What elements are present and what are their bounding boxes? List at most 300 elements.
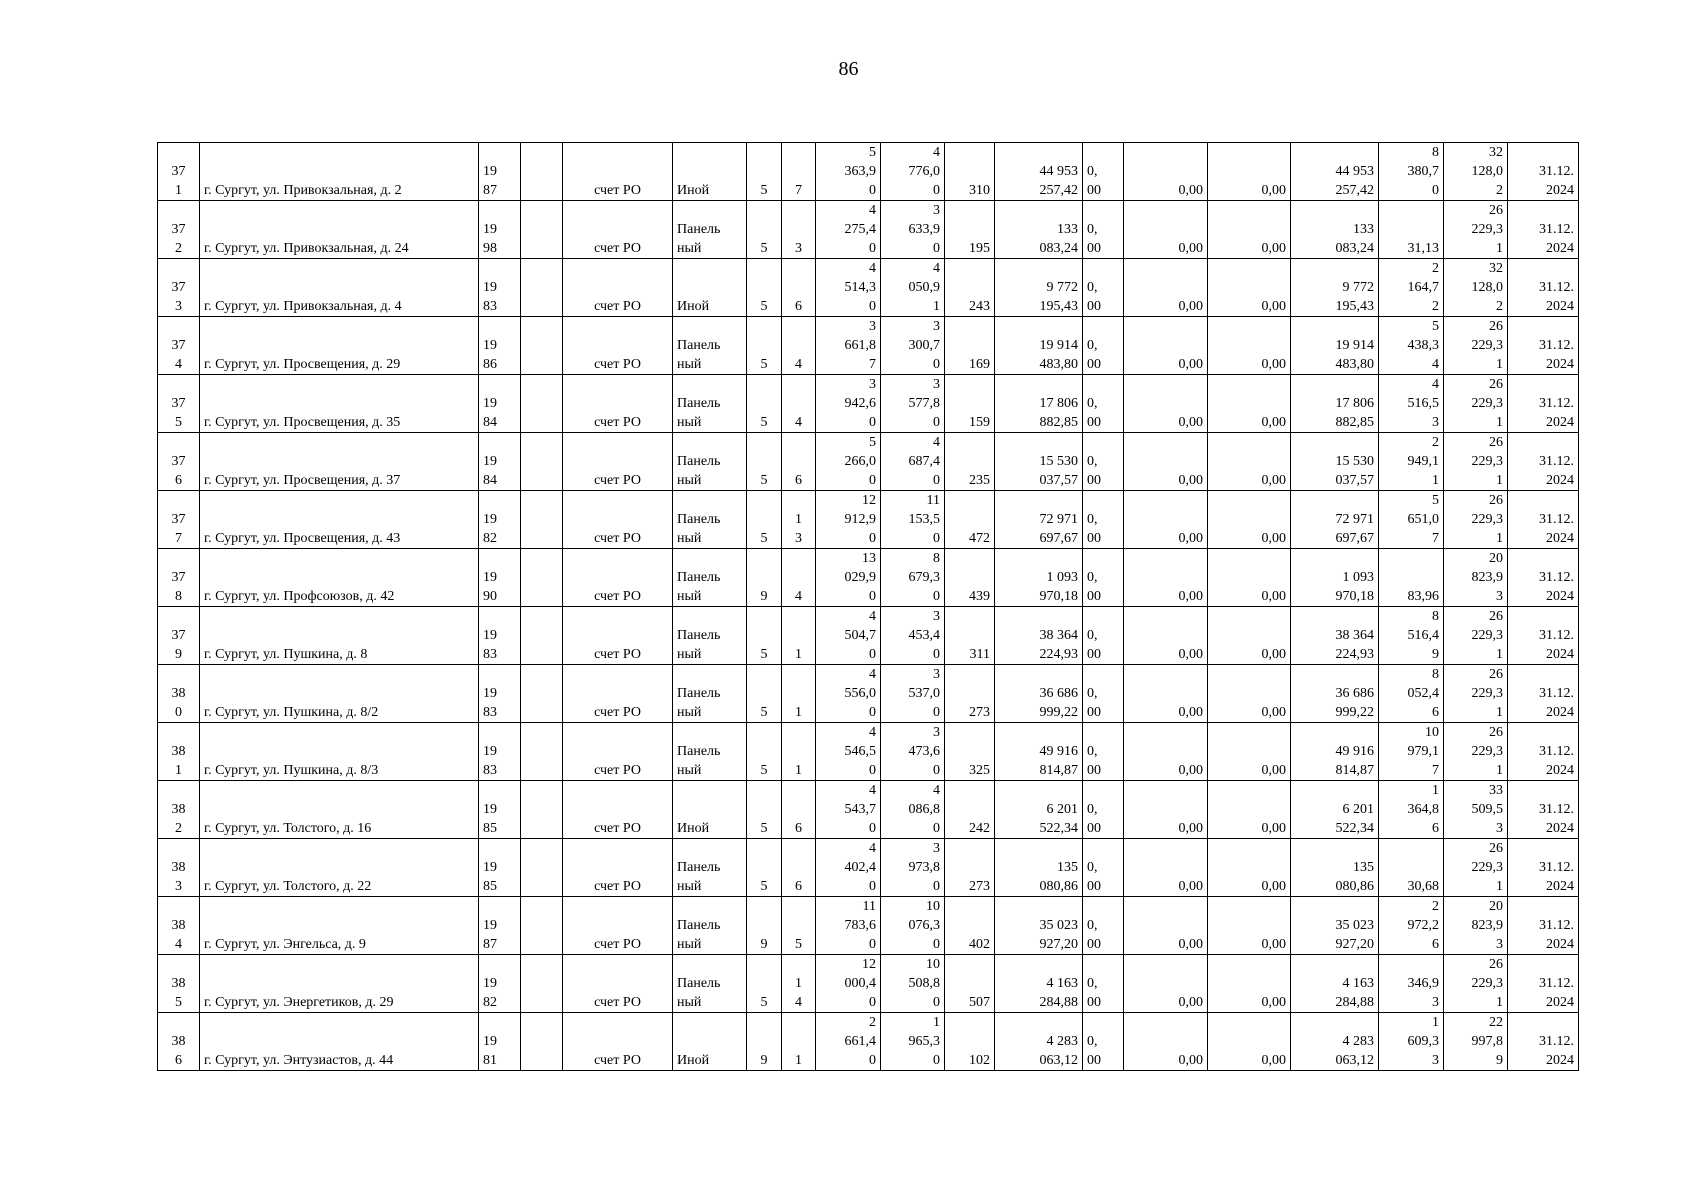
table-row: [158, 781, 1579, 839]
local-funds-cell: 0,00: [1208, 259, 1291, 317]
total-cost-cell: 17 806 882,85: [995, 375, 1083, 433]
owners-funds-cell: 19 914 483,80: [1291, 317, 1379, 375]
fund-method-cell: счет РО: [563, 955, 673, 1013]
local-funds-cell: 0,00: [1208, 665, 1291, 723]
federal-funds-cell: 0, 00: [1083, 317, 1124, 375]
table-row: [158, 723, 1579, 781]
max-unit-cost-cell: 26 229,3 1: [1444, 665, 1508, 723]
local-funds-cell: 0,00: [1208, 433, 1291, 491]
table-row: [158, 665, 1579, 723]
regional-funds-cell: 0,00: [1124, 1013, 1208, 1071]
floors-cell: 5: [747, 259, 782, 317]
unit-cost-cell: 2 972,2 6: [1379, 897, 1444, 955]
commission-year-cell: 19 87: [479, 897, 521, 955]
row-number-cell: 37 6: [158, 433, 200, 491]
fund-method-cell: счет РО: [563, 781, 673, 839]
wall-material-cell: Панель ный: [673, 897, 747, 955]
fund-method-cell: счет РО: [563, 723, 673, 781]
floors-cell: 5: [747, 665, 782, 723]
residents-cell: 310: [945, 143, 995, 201]
total-cost-cell: 38 364 224,93: [995, 607, 1083, 665]
row-number-cell: 38 4: [158, 897, 200, 955]
max-unit-cost-cell: 20 823,9 3: [1444, 897, 1508, 955]
entrances-cell: 1: [782, 723, 816, 781]
deadline-cell: 31.12. 2024: [1508, 839, 1579, 897]
deadline-cell: 31.12. 2024: [1508, 201, 1579, 259]
living-area-cell: 3 577,8 0: [881, 375, 945, 433]
commission-year-cell: 19 83: [479, 607, 521, 665]
total-cost-cell: 1 093 970,18: [995, 549, 1083, 607]
floors-cell: 5: [747, 781, 782, 839]
residents-cell: 439: [945, 549, 995, 607]
floors-cell: 9: [747, 897, 782, 955]
total-cost-cell: 133 083,24: [995, 201, 1083, 259]
total-area-cell: 4 514,3 0: [816, 259, 881, 317]
fund-method-cell: счет РО: [563, 375, 673, 433]
entrances-cell: 6: [782, 433, 816, 491]
total-area-cell: 2 661,4 0: [816, 1013, 881, 1071]
deadline-cell: 31.12. 2024: [1508, 1013, 1579, 1071]
empty-cell: [521, 897, 563, 955]
empty-cell: [521, 201, 563, 259]
fund-method-cell: счет РО: [563, 317, 673, 375]
living-area-cell: 10 508,8 0: [881, 955, 945, 1013]
table-row: [158, 317, 1579, 375]
table-row: [158, 259, 1579, 317]
local-funds-cell: 0,00: [1208, 201, 1291, 259]
federal-funds-cell: 0, 00: [1083, 723, 1124, 781]
address-cell: г. Сургут, ул. Привокзальная, д. 2: [200, 143, 479, 201]
local-funds-cell: 0,00: [1208, 317, 1291, 375]
row-number-cell: 37 4: [158, 317, 200, 375]
total-area-cell: 5 363,9 0: [816, 143, 881, 201]
fund-method-cell: счет РО: [563, 201, 673, 259]
residents-cell: 235: [945, 433, 995, 491]
owners-funds-cell: 4 283 063,12: [1291, 1013, 1379, 1071]
empty-cell: [521, 955, 563, 1013]
living-area-cell: 3 473,6 0: [881, 723, 945, 781]
federal-funds-cell: 0, 00: [1083, 491, 1124, 549]
deadline-cell: 31.12. 2024: [1508, 317, 1579, 375]
living-area-cell: 4 687,4 0: [881, 433, 945, 491]
table-row: [158, 897, 1579, 955]
empty-cell: [521, 433, 563, 491]
address-cell: г. Сургут, ул. Привокзальная, д. 24: [200, 201, 479, 259]
unit-cost-cell: 1 609,3 3: [1379, 1013, 1444, 1071]
total-area-cell: 4 556,0 0: [816, 665, 881, 723]
owners-funds-cell: 17 806 882,85: [1291, 375, 1379, 433]
living-area-cell: 4 776,0 0: [881, 143, 945, 201]
empty-cell: [521, 259, 563, 317]
entrances-cell: 4: [782, 317, 816, 375]
deadline-cell: 31.12. 2024: [1508, 143, 1579, 201]
deadline-cell: 31.12. 2024: [1508, 607, 1579, 665]
federal-funds-cell: 0, 00: [1083, 665, 1124, 723]
entrances-cell: 6: [782, 839, 816, 897]
table-row: [158, 839, 1579, 897]
unit-cost-cell: 2 949,1 1: [1379, 433, 1444, 491]
address-cell: г. Сургут, ул. Профсоюзов, д. 42: [200, 549, 479, 607]
empty-cell: [521, 491, 563, 549]
federal-funds-cell: 0, 00: [1083, 201, 1124, 259]
local-funds-cell: 0,00: [1208, 1013, 1291, 1071]
wall-material-cell: Панель ный: [673, 549, 747, 607]
owners-funds-cell: 135 080,86: [1291, 839, 1379, 897]
total-cost-cell: 4 163 284,88: [995, 955, 1083, 1013]
commission-year-cell: 19 84: [479, 433, 521, 491]
deadline-cell: 31.12. 2024: [1508, 433, 1579, 491]
empty-cell: [521, 317, 563, 375]
total-cost-cell: 35 023 927,20: [995, 897, 1083, 955]
fund-method-cell: счет РО: [563, 665, 673, 723]
unit-cost-cell: 5 438,3 4: [1379, 317, 1444, 375]
commission-year-cell: 19 84: [479, 375, 521, 433]
address-cell: г. Сургут, ул. Просвещения, д. 43: [200, 491, 479, 549]
capital-repair-table: [157, 142, 1579, 1071]
table-row: [158, 955, 1579, 1013]
table-row: [158, 201, 1579, 259]
federal-funds-cell: 0, 00: [1083, 259, 1124, 317]
commission-year-cell: 19 81: [479, 1013, 521, 1071]
empty-cell: [521, 549, 563, 607]
max-unit-cost-cell: 26 229,3 1: [1444, 317, 1508, 375]
table-row: [158, 143, 1579, 201]
entrances-cell: 4: [782, 549, 816, 607]
deadline-cell: 31.12. 2024: [1508, 549, 1579, 607]
row-number-cell: 38 1: [158, 723, 200, 781]
wall-material-cell: Панель ный: [673, 607, 747, 665]
owners-funds-cell: 9 772 195,43: [1291, 259, 1379, 317]
fund-method-cell: счет РО: [563, 433, 673, 491]
address-cell: г. Сургут, ул. Энгельса, д. 9: [200, 897, 479, 955]
max-unit-cost-cell: 26 229,3 1: [1444, 839, 1508, 897]
deadline-cell: 31.12. 2024: [1508, 491, 1579, 549]
regional-funds-cell: 0,00: [1124, 375, 1208, 433]
address-cell: г. Сургут, ул. Энтузиастов, д. 44: [200, 1013, 479, 1071]
unit-cost-cell: 2 164,7 2: [1379, 259, 1444, 317]
fund-method-cell: счет РО: [563, 259, 673, 317]
max-unit-cost-cell: 26 229,3 1: [1444, 607, 1508, 665]
regional-funds-cell: 0,00: [1124, 723, 1208, 781]
local-funds-cell: 0,00: [1208, 897, 1291, 955]
owners-funds-cell: 35 023 927,20: [1291, 897, 1379, 955]
floors-cell: 9: [747, 1013, 782, 1071]
local-funds-cell: 0,00: [1208, 143, 1291, 201]
row-number-cell: 38 6: [158, 1013, 200, 1071]
commission-year-cell: 19 83: [479, 723, 521, 781]
local-funds-cell: 0,00: [1208, 955, 1291, 1013]
commission-year-cell: 19 86: [479, 317, 521, 375]
residents-cell: 273: [945, 839, 995, 897]
federal-funds-cell: 0, 00: [1083, 781, 1124, 839]
regional-funds-cell: 0,00: [1124, 665, 1208, 723]
living-area-cell: 4 086,8 0: [881, 781, 945, 839]
row-number-cell: 37 8: [158, 549, 200, 607]
table-row: [158, 607, 1579, 665]
entrances-cell: 1: [782, 607, 816, 665]
floors-cell: 5: [747, 607, 782, 665]
living-area-cell: 11 153,5 0: [881, 491, 945, 549]
residents-cell: 507: [945, 955, 995, 1013]
unit-cost-cell: 346,9 3: [1379, 955, 1444, 1013]
wall-material-cell: Панель ный: [673, 375, 747, 433]
local-funds-cell: 0,00: [1208, 375, 1291, 433]
deadline-cell: 31.12. 2024: [1508, 665, 1579, 723]
total-cost-cell: 9 772 195,43: [995, 259, 1083, 317]
regional-funds-cell: 0,00: [1124, 955, 1208, 1013]
max-unit-cost-cell: 20 823,9 3: [1444, 549, 1508, 607]
regional-funds-cell: 0,00: [1124, 433, 1208, 491]
total-area-cell: 13 029,9 0: [816, 549, 881, 607]
total-area-cell: 3 661,8 7: [816, 317, 881, 375]
fund-method-cell: счет РО: [563, 897, 673, 955]
entrances-cell: 6: [782, 259, 816, 317]
regional-funds-cell: 0,00: [1124, 259, 1208, 317]
entrances-cell: 3: [782, 201, 816, 259]
federal-funds-cell: 0, 00: [1083, 549, 1124, 607]
address-cell: г. Сургут, ул. Просвещения, д. 37: [200, 433, 479, 491]
empty-cell: [521, 723, 563, 781]
local-funds-cell: 0,00: [1208, 607, 1291, 665]
address-cell: г. Сургут, ул. Толстого, д. 22: [200, 839, 479, 897]
table-row: [158, 375, 1579, 433]
address-cell: г. Сургут, ул. Просвещения, д. 29: [200, 317, 479, 375]
deadline-cell: 31.12. 2024: [1508, 955, 1579, 1013]
regional-funds-cell: 0,00: [1124, 491, 1208, 549]
local-funds-cell: 0,00: [1208, 549, 1291, 607]
total-cost-cell: 15 530 037,57: [995, 433, 1083, 491]
unit-cost-cell: 4 516,5 3: [1379, 375, 1444, 433]
deadline-cell: 31.12. 2024: [1508, 259, 1579, 317]
total-cost-cell: 72 971 697,67: [995, 491, 1083, 549]
owners-funds-cell: 38 364 224,93: [1291, 607, 1379, 665]
max-unit-cost-cell: 26 229,3 1: [1444, 201, 1508, 259]
residents-cell: 195: [945, 201, 995, 259]
entrances-cell: 1: [782, 665, 816, 723]
regional-funds-cell: 0,00: [1124, 143, 1208, 201]
federal-funds-cell: 0, 00: [1083, 143, 1124, 201]
regional-funds-cell: 0,00: [1124, 201, 1208, 259]
row-number-cell: 37 7: [158, 491, 200, 549]
unit-cost-cell: 8 516,4 9: [1379, 607, 1444, 665]
max-unit-cost-cell: 32 128,0 2: [1444, 259, 1508, 317]
wall-material-cell: Панель ный: [673, 433, 747, 491]
max-unit-cost-cell: 26 229,3 1: [1444, 955, 1508, 1013]
address-cell: г. Сургут, ул. Толстого, д. 16: [200, 781, 479, 839]
residents-cell: 311: [945, 607, 995, 665]
local-funds-cell: 0,00: [1208, 491, 1291, 549]
table-body: [158, 143, 1579, 1071]
unit-cost-cell: 31,13: [1379, 201, 1444, 259]
wall-material-cell: Иной: [673, 259, 747, 317]
living-area-cell: 10 076,3 0: [881, 897, 945, 955]
regional-funds-cell: 0,00: [1124, 549, 1208, 607]
total-area-cell: 4 504,7 0: [816, 607, 881, 665]
entrances-cell: 1 4: [782, 955, 816, 1013]
floors-cell: 5: [747, 201, 782, 259]
residents-cell: 242: [945, 781, 995, 839]
federal-funds-cell: 0, 00: [1083, 839, 1124, 897]
fund-method-cell: счет РО: [563, 607, 673, 665]
row-number-cell: 37 5: [158, 375, 200, 433]
unit-cost-cell: 10 979,1 7: [1379, 723, 1444, 781]
table-row: [158, 549, 1579, 607]
floors-cell: 5: [747, 491, 782, 549]
entrances-cell: 5: [782, 897, 816, 955]
owners-funds-cell: 49 916 814,87: [1291, 723, 1379, 781]
owners-funds-cell: 4 163 284,88: [1291, 955, 1379, 1013]
owners-funds-cell: 36 686 999,22: [1291, 665, 1379, 723]
total-cost-cell: 19 914 483,80: [995, 317, 1083, 375]
local-funds-cell: 0,00: [1208, 723, 1291, 781]
total-area-cell: 12 912,9 0: [816, 491, 881, 549]
federal-funds-cell: 0, 00: [1083, 1013, 1124, 1071]
unit-cost-cell: 8 052,4 6: [1379, 665, 1444, 723]
unit-cost-cell: 30,68: [1379, 839, 1444, 897]
owners-funds-cell: 15 530 037,57: [1291, 433, 1379, 491]
fund-method-cell: счет РО: [563, 839, 673, 897]
total-area-cell: 4 402,4 0: [816, 839, 881, 897]
wall-material-cell: Панель ный: [673, 839, 747, 897]
regional-funds-cell: 0,00: [1124, 897, 1208, 955]
entrances-cell: 1: [782, 1013, 816, 1071]
floors-cell: 5: [747, 375, 782, 433]
wall-material-cell: Иной: [673, 781, 747, 839]
max-unit-cost-cell: 33 509,5 3: [1444, 781, 1508, 839]
total-cost-cell: 6 201 522,34: [995, 781, 1083, 839]
federal-funds-cell: 0, 00: [1083, 433, 1124, 491]
living-area-cell: 4 050,9 1: [881, 259, 945, 317]
wall-material-cell: Панель ный: [673, 317, 747, 375]
total-cost-cell: 4 283 063,12: [995, 1013, 1083, 1071]
total-area-cell: 4 546,5 0: [816, 723, 881, 781]
residents-cell: 472: [945, 491, 995, 549]
residents-cell: 402: [945, 897, 995, 955]
total-area-cell: 4 543,7 0: [816, 781, 881, 839]
owners-funds-cell: 133 083,24: [1291, 201, 1379, 259]
max-unit-cost-cell: 26 229,3 1: [1444, 433, 1508, 491]
empty-cell: [521, 607, 563, 665]
entrances-cell: 7: [782, 143, 816, 201]
total-area-cell: 11 783,6 0: [816, 897, 881, 955]
residents-cell: 169: [945, 317, 995, 375]
residents-cell: 325: [945, 723, 995, 781]
commission-year-cell: 19 85: [479, 839, 521, 897]
owners-funds-cell: 1 093 970,18: [1291, 549, 1379, 607]
commission-year-cell: 19 87: [479, 143, 521, 201]
commission-year-cell: 19 82: [479, 491, 521, 549]
table-row: [158, 1013, 1579, 1071]
floors-cell: 9: [747, 549, 782, 607]
total-cost-cell: 36 686 999,22: [995, 665, 1083, 723]
living-area-cell: 3 453,4 0: [881, 607, 945, 665]
row-number-cell: 38 3: [158, 839, 200, 897]
entrances-cell: 6: [782, 781, 816, 839]
federal-funds-cell: 0, 00: [1083, 607, 1124, 665]
fund-method-cell: счет РО: [563, 549, 673, 607]
address-cell: г. Сургут, ул. Пушкина, д. 8/3: [200, 723, 479, 781]
federal-funds-cell: 0, 00: [1083, 897, 1124, 955]
unit-cost-cell: 83,96: [1379, 549, 1444, 607]
regional-funds-cell: 0,00: [1124, 317, 1208, 375]
total-cost-cell: 44 953 257,42: [995, 143, 1083, 201]
row-number-cell: 37 3: [158, 259, 200, 317]
living-area-cell: 3 973,8 0: [881, 839, 945, 897]
floors-cell: 5: [747, 955, 782, 1013]
address-cell: г. Сургут, ул. Пушкина, д. 8: [200, 607, 479, 665]
entrances-cell: 4: [782, 375, 816, 433]
address-cell: г. Сургут, ул. Энергетиков, д. 29: [200, 955, 479, 1013]
wall-material-cell: Панель ный: [673, 955, 747, 1013]
total-area-cell: 4 275,4 0: [816, 201, 881, 259]
total-area-cell: 3 942,6 0: [816, 375, 881, 433]
table-row: [158, 491, 1579, 549]
row-number-cell: 37 9: [158, 607, 200, 665]
unit-cost-cell: 8 380,7 0: [1379, 143, 1444, 201]
empty-cell: [521, 1013, 563, 1071]
regional-funds-cell: 0,00: [1124, 781, 1208, 839]
owners-funds-cell: 6 201 522,34: [1291, 781, 1379, 839]
regional-funds-cell: 0,00: [1124, 607, 1208, 665]
residents-cell: 159: [945, 375, 995, 433]
wall-material-cell: Панель ный: [673, 491, 747, 549]
deadline-cell: 31.12. 2024: [1508, 375, 1579, 433]
fund-method-cell: счет РО: [563, 491, 673, 549]
deadline-cell: 31.12. 2024: [1508, 897, 1579, 955]
commission-year-cell: 19 90: [479, 549, 521, 607]
empty-cell: [521, 665, 563, 723]
deadline-cell: 31.12. 2024: [1508, 723, 1579, 781]
federal-funds-cell: 0, 00: [1083, 375, 1124, 433]
wall-material-cell: Панель ный: [673, 665, 747, 723]
address-cell: г. Сургут, ул. Пушкина, д. 8/2: [200, 665, 479, 723]
regional-funds-cell: 0,00: [1124, 839, 1208, 897]
residents-cell: 102: [945, 1013, 995, 1071]
page-number: 86: [838, 58, 859, 80]
living-area-cell: 3 537,0 0: [881, 665, 945, 723]
max-unit-cost-cell: 22 997,8 9: [1444, 1013, 1508, 1071]
living-area-cell: 3 300,7 0: [881, 317, 945, 375]
wall-material-cell: Иной: [673, 1013, 747, 1071]
row-number-cell: 38 2: [158, 781, 200, 839]
commission-year-cell: 19 83: [479, 259, 521, 317]
row-number-cell: 38 5: [158, 955, 200, 1013]
commission-year-cell: 19 98: [479, 201, 521, 259]
row-number-cell: 37 1: [158, 143, 200, 201]
federal-funds-cell: 0, 00: [1083, 955, 1124, 1013]
floors-cell: 5: [747, 433, 782, 491]
commission-year-cell: 19 82: [479, 955, 521, 1013]
table-row: [158, 433, 1579, 491]
entrances-cell: 1 3: [782, 491, 816, 549]
row-number-cell: 38 0: [158, 665, 200, 723]
living-area-cell: 3 633,9 0: [881, 201, 945, 259]
deadline-cell: 31.12. 2024: [1508, 781, 1579, 839]
capital-repair-table-wrapper: [157, 142, 1574, 1071]
residents-cell: 243: [945, 259, 995, 317]
unit-cost-cell: 1 364,8 6: [1379, 781, 1444, 839]
max-unit-cost-cell: 26 229,3 1: [1444, 723, 1508, 781]
floors-cell: 5: [747, 317, 782, 375]
fund-method-cell: счет РО: [563, 1013, 673, 1071]
empty-cell: [521, 143, 563, 201]
commission-year-cell: 19 85: [479, 781, 521, 839]
floors-cell: 5: [747, 723, 782, 781]
owners-funds-cell: 72 971 697,67: [1291, 491, 1379, 549]
living-area-cell: 8 679,3 0: [881, 549, 945, 607]
max-unit-cost-cell: 26 229,3 1: [1444, 375, 1508, 433]
max-unit-cost-cell: 32 128,0 2: [1444, 143, 1508, 201]
